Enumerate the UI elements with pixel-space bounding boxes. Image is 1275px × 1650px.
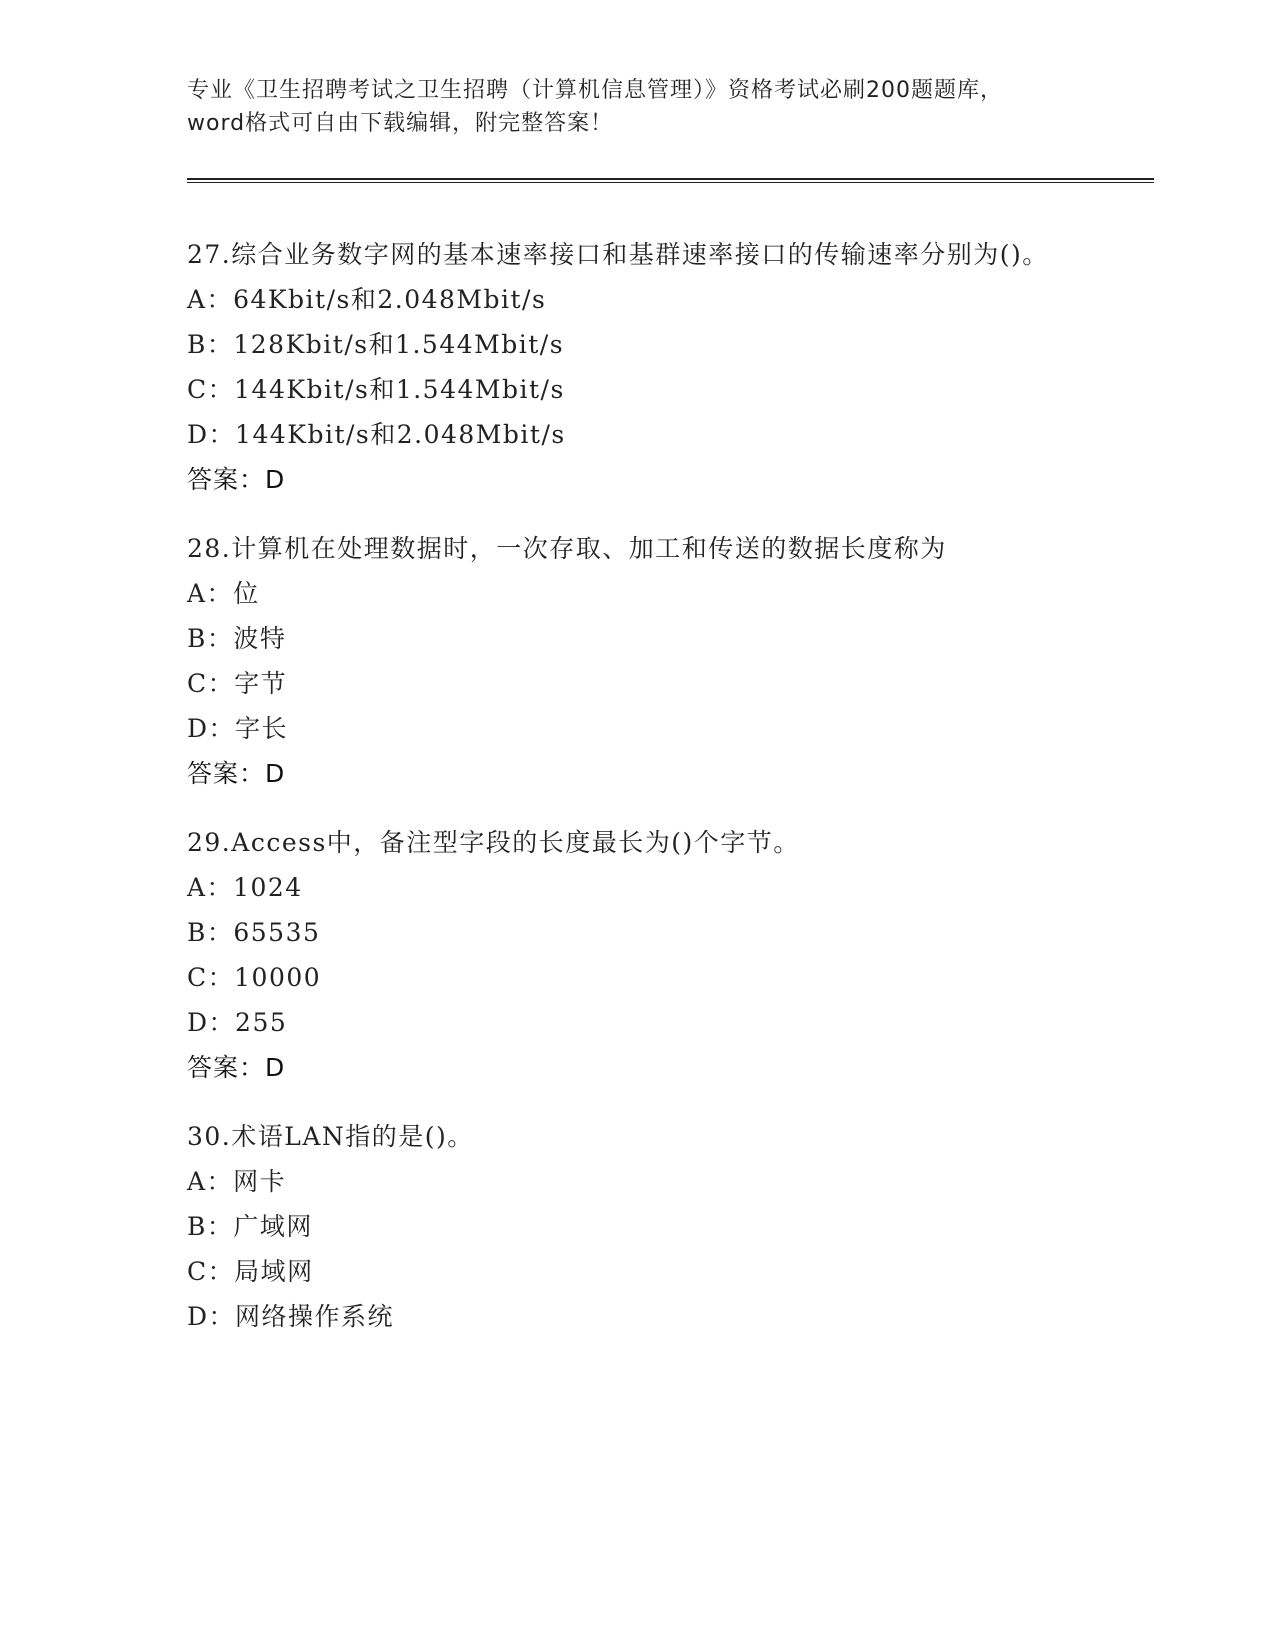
option-text: 1024 <box>233 873 303 902</box>
option-letter: A： <box>187 1167 234 1196</box>
question-text: Access中，备注型字段的长度最长为()个字节。 <box>231 828 800 857</box>
option-text: 144Kbit/s和2.048Mbit/s <box>235 420 566 449</box>
question-29 <box>187 820 1087 1090</box>
option-letter: C： <box>187 1257 235 1286</box>
option-letter: D： <box>187 1008 236 1037</box>
question-number: 29. <box>187 828 232 857</box>
option-c <box>187 1249 1087 1294</box>
question-stem <box>187 232 1067 277</box>
option-text: 65535 <box>233 918 321 947</box>
question-number: 27. <box>187 240 232 269</box>
option-d <box>187 1294 1087 1339</box>
option-c <box>187 955 1087 1000</box>
option-d <box>187 412 1087 457</box>
question-number: 30. <box>187 1122 232 1151</box>
option-letter: B： <box>187 330 234 359</box>
option-letter: D： <box>187 420 236 449</box>
option-b <box>187 1204 1087 1249</box>
option-letter: C： <box>187 669 235 698</box>
option-text: 255 <box>235 1008 288 1037</box>
question-text: 综合业务数字网的基本速率接口和基群速率接口的传输速率分别为()。 <box>231 240 1049 269</box>
option-letter: B： <box>187 1212 234 1241</box>
option-letter: A： <box>187 579 234 608</box>
option-letter: C： <box>187 375 235 404</box>
answer-line: 答案：D <box>187 465 286 494</box>
option-text: 64Kbit/s和2.048Mbit/s <box>233 285 547 314</box>
option-a <box>187 277 1087 322</box>
option-letter: D： <box>187 714 236 743</box>
question-list <box>187 232 1087 1363</box>
question-27 <box>187 232 1087 502</box>
option-c <box>187 661 1087 706</box>
option-text: 位 <box>233 579 260 608</box>
option-a <box>187 1159 1087 1204</box>
option-a <box>187 571 1087 616</box>
question-text: 术语LAN指的是()。 <box>231 1122 474 1151</box>
option-text: 广域网 <box>233 1212 313 1241</box>
option-b <box>187 616 1087 661</box>
question-stem <box>187 820 1067 865</box>
option-letter: D： <box>187 1302 236 1331</box>
option-d <box>187 1000 1087 1045</box>
question-30 <box>187 1114 1087 1339</box>
option-c <box>187 367 1087 412</box>
option-text: 波特 <box>233 624 287 653</box>
option-letter: A： <box>187 873 234 902</box>
option-text: 字节 <box>234 669 288 698</box>
option-letter: B： <box>187 918 234 947</box>
option-text: 128Kbit/s和1.544Mbit/s <box>233 330 565 359</box>
option-text: 网络操作系统 <box>235 1302 395 1331</box>
question-stem <box>187 526 1067 571</box>
header-line-2: word格式可自由下载编辑，附完整答案！ <box>187 111 614 136</box>
option-text: 字长 <box>235 714 289 743</box>
document-header <box>187 74 1087 140</box>
question-text: 计算机在处理数据时，一次存取、加工和传送的数据长度称为 <box>231 534 947 563</box>
option-a <box>187 865 1087 910</box>
option-text: 144Kbit/s和1.544Mbit/s <box>234 375 565 404</box>
header-divider <box>187 178 1154 183</box>
answer-line: 答案：D <box>187 1053 286 1082</box>
option-d <box>187 706 1087 751</box>
option-b <box>187 322 1087 367</box>
question-stem <box>187 1114 1067 1159</box>
question-28 <box>187 526 1087 796</box>
option-text: 10000 <box>234 963 322 992</box>
option-text: 局域网 <box>234 1257 314 1286</box>
option-letter: B： <box>187 624 234 653</box>
option-letter: C： <box>187 963 235 992</box>
question-number: 28. <box>187 534 232 563</box>
option-letter: A： <box>187 285 234 314</box>
option-b <box>187 910 1087 955</box>
header-line-1: 专业《卫生招聘考试之卫生招聘（计算机信息管理）》资格考试必刷200题题库， <box>187 78 1003 103</box>
answer-line: 答案：D <box>187 759 286 788</box>
option-text: 网卡 <box>233 1167 287 1196</box>
